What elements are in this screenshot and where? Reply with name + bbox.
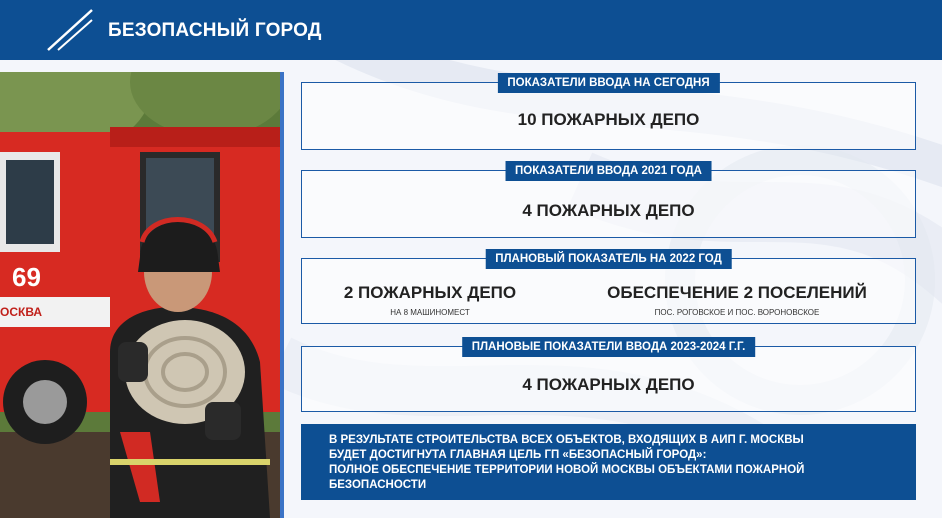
result-summary bbox=[301, 424, 916, 500]
firefighter-photo bbox=[0, 72, 284, 518]
plan-depots-value: 2 ПОЖАРНЫХ ДЕПО bbox=[343, 283, 517, 302]
plan-settlements-note: ПОС. РОГОВСКОЕ И ПОС. ВОРОНОВСКОЕ bbox=[654, 308, 820, 317]
panel-2021-value: 4 ПОЖАРНЫХ ДЕПО bbox=[522, 201, 695, 220]
header-logo-mark bbox=[44, 6, 96, 54]
header-bar bbox=[0, 0, 942, 60]
panel-today bbox=[301, 77, 916, 150]
page-title: БЕЗОПАСНЫЙ ГОРОД bbox=[108, 20, 322, 41]
panel-2022-label: ПЛАНОВЫЙ ПОКАЗАТЕЛЬ НА 2022 ГОД bbox=[485, 249, 732, 269]
truck-text: ОСКВА bbox=[0, 305, 43, 319]
panel-2021-label: ПОКАЗАТЕЛИ ВВОДА 2021 ГОДА bbox=[505, 161, 712, 181]
panel-2023-2024 bbox=[301, 341, 916, 412]
panel-2021 bbox=[301, 165, 916, 238]
truck-number: 69 bbox=[12, 262, 41, 292]
plan-depots bbox=[340, 283, 520, 317]
panel-today-value: 10 ПОЖАРНЫХ ДЕПО bbox=[517, 110, 700, 129]
panel-2023-2024-label: ПЛАНОВЫЕ ПОКАЗАТЕЛИ ВВОДА 2023-2024 Г.Г. bbox=[462, 337, 756, 357]
result-line-4: БЕЗОПАСНОСТИ bbox=[329, 479, 427, 491]
panel-today-label: ПОКАЗАТЕЛИ ВВОДА НА СЕГОДНЯ bbox=[497, 73, 719, 93]
panel-2023-2024-value: 4 ПОЖАРНЫХ ДЕПО bbox=[522, 375, 695, 394]
plan-settlements-value: ОБЕСПЕЧЕНИЕ 2 ПОСЕЛЕНИЙ bbox=[607, 283, 867, 302]
result-line-3: ПОЛНОЕ ОБЕСПЕЧЕНИЕ ТЕРРИТОРИИ НОВОЙ МОСКВЫ ОБЪЕКТАМИ ПОЖАРНОЙ bbox=[329, 464, 805, 476]
plan-depots-note: НА 8 МАШИНОМЕСТ bbox=[390, 308, 470, 317]
result-line-2: БУДЕТ ДОСТИГНУТА ГЛАВНАЯ ЦЕЛЬ ГП «БЕЗОПАСНЫЙ ГОРОД»: bbox=[329, 449, 707, 461]
result-line-1: В РЕЗУЛЬТАТЕ СТРОИТЕЛЬСТВА ВСЕХ ОБЪЕКТОВ, ВХОДЯЩИХ В АИП Г. МОСКВЫ bbox=[329, 434, 804, 446]
plan-settlements bbox=[602, 283, 872, 317]
panel-2022-plan bbox=[301, 253, 916, 324]
